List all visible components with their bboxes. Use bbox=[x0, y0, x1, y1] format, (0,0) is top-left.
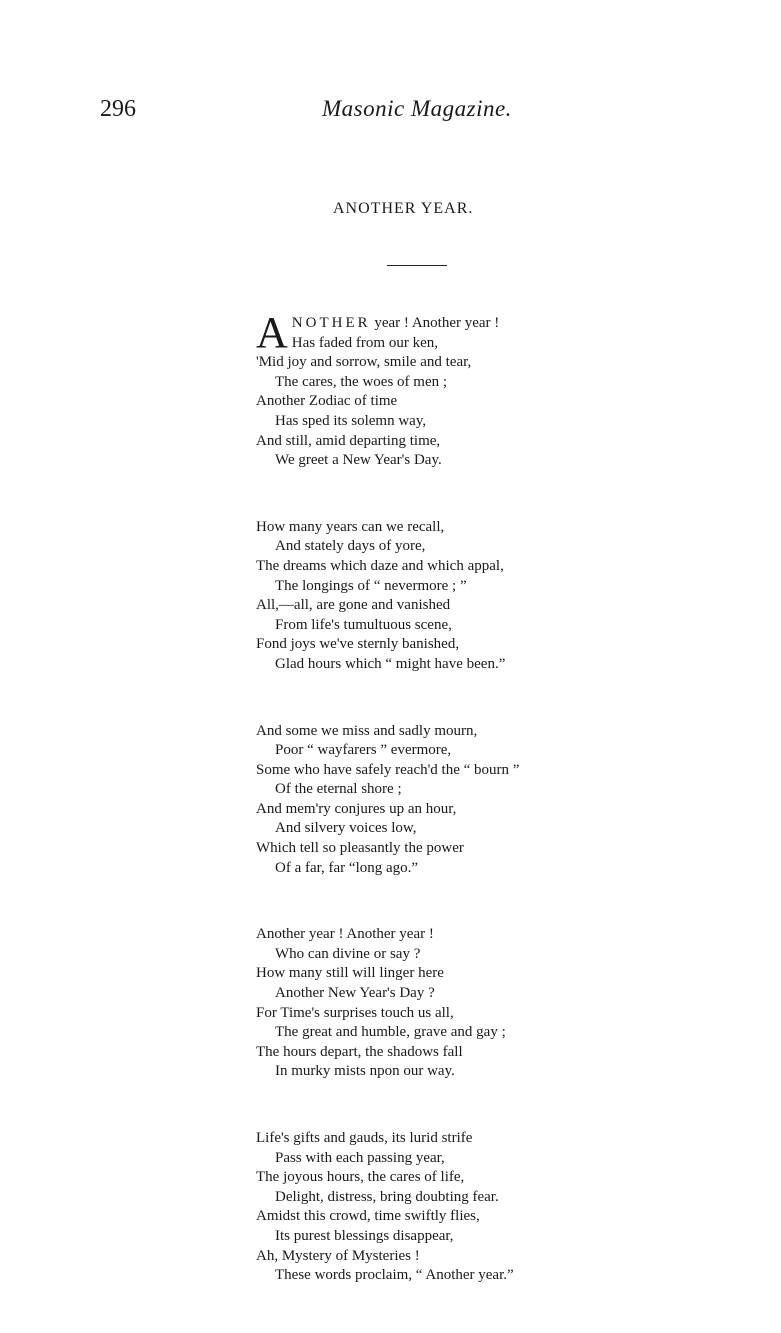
poem-line: The longings of “ nevermore ; ” bbox=[275, 577, 467, 594]
poem-line: From life's tumultuous scene, bbox=[275, 616, 452, 633]
poem-line: Has faded from our ken, bbox=[291, 334, 438, 351]
poem-line: The cares, the woes of men ; bbox=[275, 373, 448, 390]
poem-line-caps: NOTHER bbox=[291, 315, 371, 331]
poem-line: Which tell so pleasantly the power bbox=[256, 840, 464, 857]
title-rule-divider bbox=[387, 265, 447, 266]
poem-line: For Time's surprises touch us all, bbox=[256, 1004, 454, 1021]
running-head: Masonic Magazine. bbox=[322, 96, 512, 121]
poem-line: Its purest blessings disappear, bbox=[275, 1227, 454, 1244]
poem-line: The joyous hours, the cares of life, bbox=[256, 1169, 465, 1186]
poem-line: And still, amid departing time, bbox=[256, 432, 441, 449]
poem-line: Glad hours which “ might have been.” bbox=[275, 655, 506, 672]
poem-line: Life's gifts and gauds, its lurid strife bbox=[256, 1130, 473, 1146]
poem-title: ANOTHER YEAR. bbox=[333, 200, 474, 217]
poem-line: Pass with each passing year, bbox=[275, 1149, 445, 1166]
poem-line: Delight, distress, bring doubting fear. bbox=[275, 1188, 499, 1205]
poem-line: Of the eternal shore ; bbox=[275, 781, 402, 798]
stanza-1 bbox=[256, 308, 636, 471]
stanza-3 bbox=[256, 722, 636, 879]
poem-line: Who can divine or say ? bbox=[275, 945, 421, 962]
page-number: 296 bbox=[100, 96, 136, 122]
poem-line: Some who have safely reach'd the “ bourn ” bbox=[256, 761, 520, 778]
poem-line-rest: year ! Another year ! bbox=[370, 315, 500, 331]
poem-line: And silvery voices low, bbox=[275, 820, 417, 837]
drop-cap: A bbox=[256, 308, 288, 357]
poem-line: And stately days of yore, bbox=[275, 538, 426, 555]
poem-line: How many years can we recall, bbox=[256, 518, 445, 535]
poem-line: All,—all, are gone and vanished bbox=[256, 597, 451, 614]
poem-line: The dreams which daze and which appal, bbox=[256, 557, 504, 574]
poem-line: Ah, Mystery of Mysteries ! bbox=[256, 1247, 420, 1264]
poem-line: Poor “ wayfarers ” evermore, bbox=[275, 742, 452, 759]
poem-line: Of a far, far “long ago.” bbox=[275, 859, 419, 876]
poem-line: How many still will linger here bbox=[256, 965, 444, 982]
stanza-4 bbox=[256, 925, 636, 1082]
poem-line: Fond joys we've sternly banished, bbox=[256, 636, 460, 653]
poem-line: Has sped its solemn way, bbox=[275, 412, 427, 429]
poem-line: We greet a New Year's Day. bbox=[275, 452, 442, 469]
poem-body bbox=[256, 308, 636, 1333]
poem-line: Another year ! Another year ! bbox=[256, 926, 434, 943]
poem-line: The great and humble, grave and gay ; bbox=[275, 1024, 506, 1041]
poem-line bbox=[256, 314, 636, 334]
poem-line: Another Zodiac of time bbox=[256, 393, 398, 410]
poem-line: And some we miss and sadly mourn, bbox=[256, 722, 478, 739]
poem-line: Amidst this crowd, time swiftly flies, bbox=[256, 1208, 480, 1225]
stanza-2 bbox=[256, 518, 636, 675]
poem-line: The hours depart, the shadows fall bbox=[256, 1043, 463, 1060]
stanza-5 bbox=[256, 1129, 636, 1286]
poem-line: And mem'ry conjures up an hour, bbox=[256, 800, 457, 817]
poem-line: These words proclaim, “ Another year.” bbox=[275, 1267, 514, 1284]
poem-line: In murky mists npon our way. bbox=[275, 1063, 455, 1080]
poem-line: 'Mid joy and sorrow, smile and tear, bbox=[256, 354, 472, 371]
poem-line: Another New Year's Day ? bbox=[275, 985, 435, 1002]
